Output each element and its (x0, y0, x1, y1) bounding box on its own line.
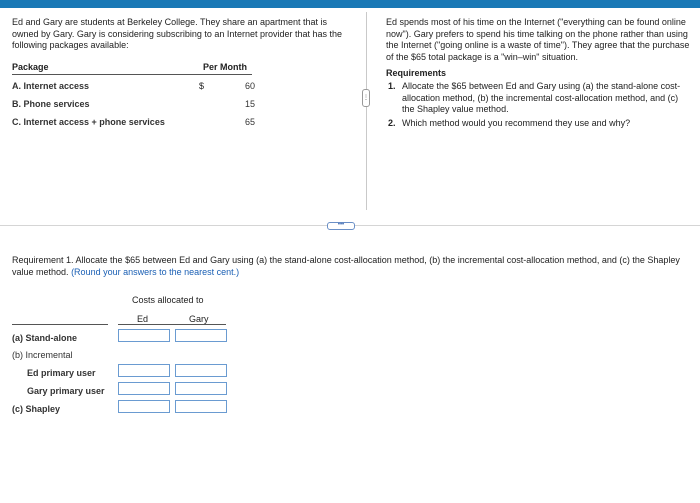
package-price-b: 15 (244, 99, 255, 109)
package-price-a: 60 (244, 81, 255, 91)
row-header-rule (12, 324, 108, 325)
row-gary-primary-user: Gary primary user (27, 386, 105, 396)
package-column-header: Package (12, 62, 49, 72)
requirements-heading: Requirements (386, 68, 447, 78)
requirement-text: Allocate the $65 between Ed and Gary using (a) the stand-alone cost-allocation method, (b) the incremental cost-allocation method, and (c) the Shapley value method. (402, 81, 681, 114)
requirement-item (386, 118, 686, 130)
requirement-1-prompt (12, 255, 692, 278)
package-row-a: A. Internet access (12, 81, 90, 91)
package-row-c: C. Internet access + phone services (12, 117, 165, 127)
gary-column-header: Gary (189, 314, 209, 324)
expand-handle-icon[interactable]: ••• (327, 222, 355, 230)
package-row-b: B. Phone services (12, 99, 90, 109)
header-bar (0, 0, 700, 8)
panel-resize-handle-icon[interactable]: ⋮ (362, 89, 370, 107)
ed-primary-ed-input[interactable] (118, 364, 170, 377)
table-header-rule (12, 74, 252, 75)
problem-context: Ed spends most of his time on the Internet ("everything can be found online now"). Gary prefers to spend his time talking on the phone rather than using the Internet ("going online is a waste of time"). They agree that the purchase of the $65 total package is a "win–win" situation. (386, 17, 690, 62)
costs-allocated-heading: Costs allocated to (132, 295, 204, 305)
shapley-ed-input[interactable] (118, 400, 170, 413)
shapley-gary-input[interactable] (175, 400, 227, 413)
row-incremental: (b) Incremental (12, 350, 73, 360)
requirement-1-text: Requirement 1. Allocate the $65 between Ed and Gary using (a) the stand-alone cost-allocation method, (b) the incremental cost-allocation method, and (c) the Shapley value method. (12, 255, 680, 277)
per-month-column-header: Per Month (203, 62, 247, 72)
row-shapley: (c) Shapley (12, 404, 61, 414)
standalone-ed-input[interactable] (118, 329, 170, 342)
currency-symbol: $ (199, 81, 205, 91)
gary-primary-gary-input[interactable] (175, 382, 227, 395)
column-header-rule (118, 324, 226, 325)
rounding-note: (Round your answers to the nearest cent.) (71, 266, 240, 277)
ed-column-header: Ed (137, 314, 149, 324)
requirement-text: Which method would you recommend they use and why? (402, 118, 631, 128)
requirement-number: 1. (388, 81, 396, 91)
requirement-number: 2. (388, 118, 396, 128)
gary-primary-ed-input[interactable] (118, 382, 170, 395)
problem-intro: Ed and Gary are students at Berkeley College. They share an apartment that is owned by Gary. Gary is considering subscribing to an Internet provider that has the following packages available: (12, 17, 343, 50)
row-ed-primary-user: Ed primary user (27, 368, 96, 378)
ed-primary-gary-input[interactable] (175, 364, 227, 377)
panel-divider-vertical[interactable] (366, 12, 367, 210)
package-price-c: 65 (244, 117, 255, 127)
row-standalone: (a) Stand-alone (12, 333, 78, 343)
standalone-gary-input[interactable] (175, 329, 227, 342)
requirement-item (386, 81, 686, 116)
